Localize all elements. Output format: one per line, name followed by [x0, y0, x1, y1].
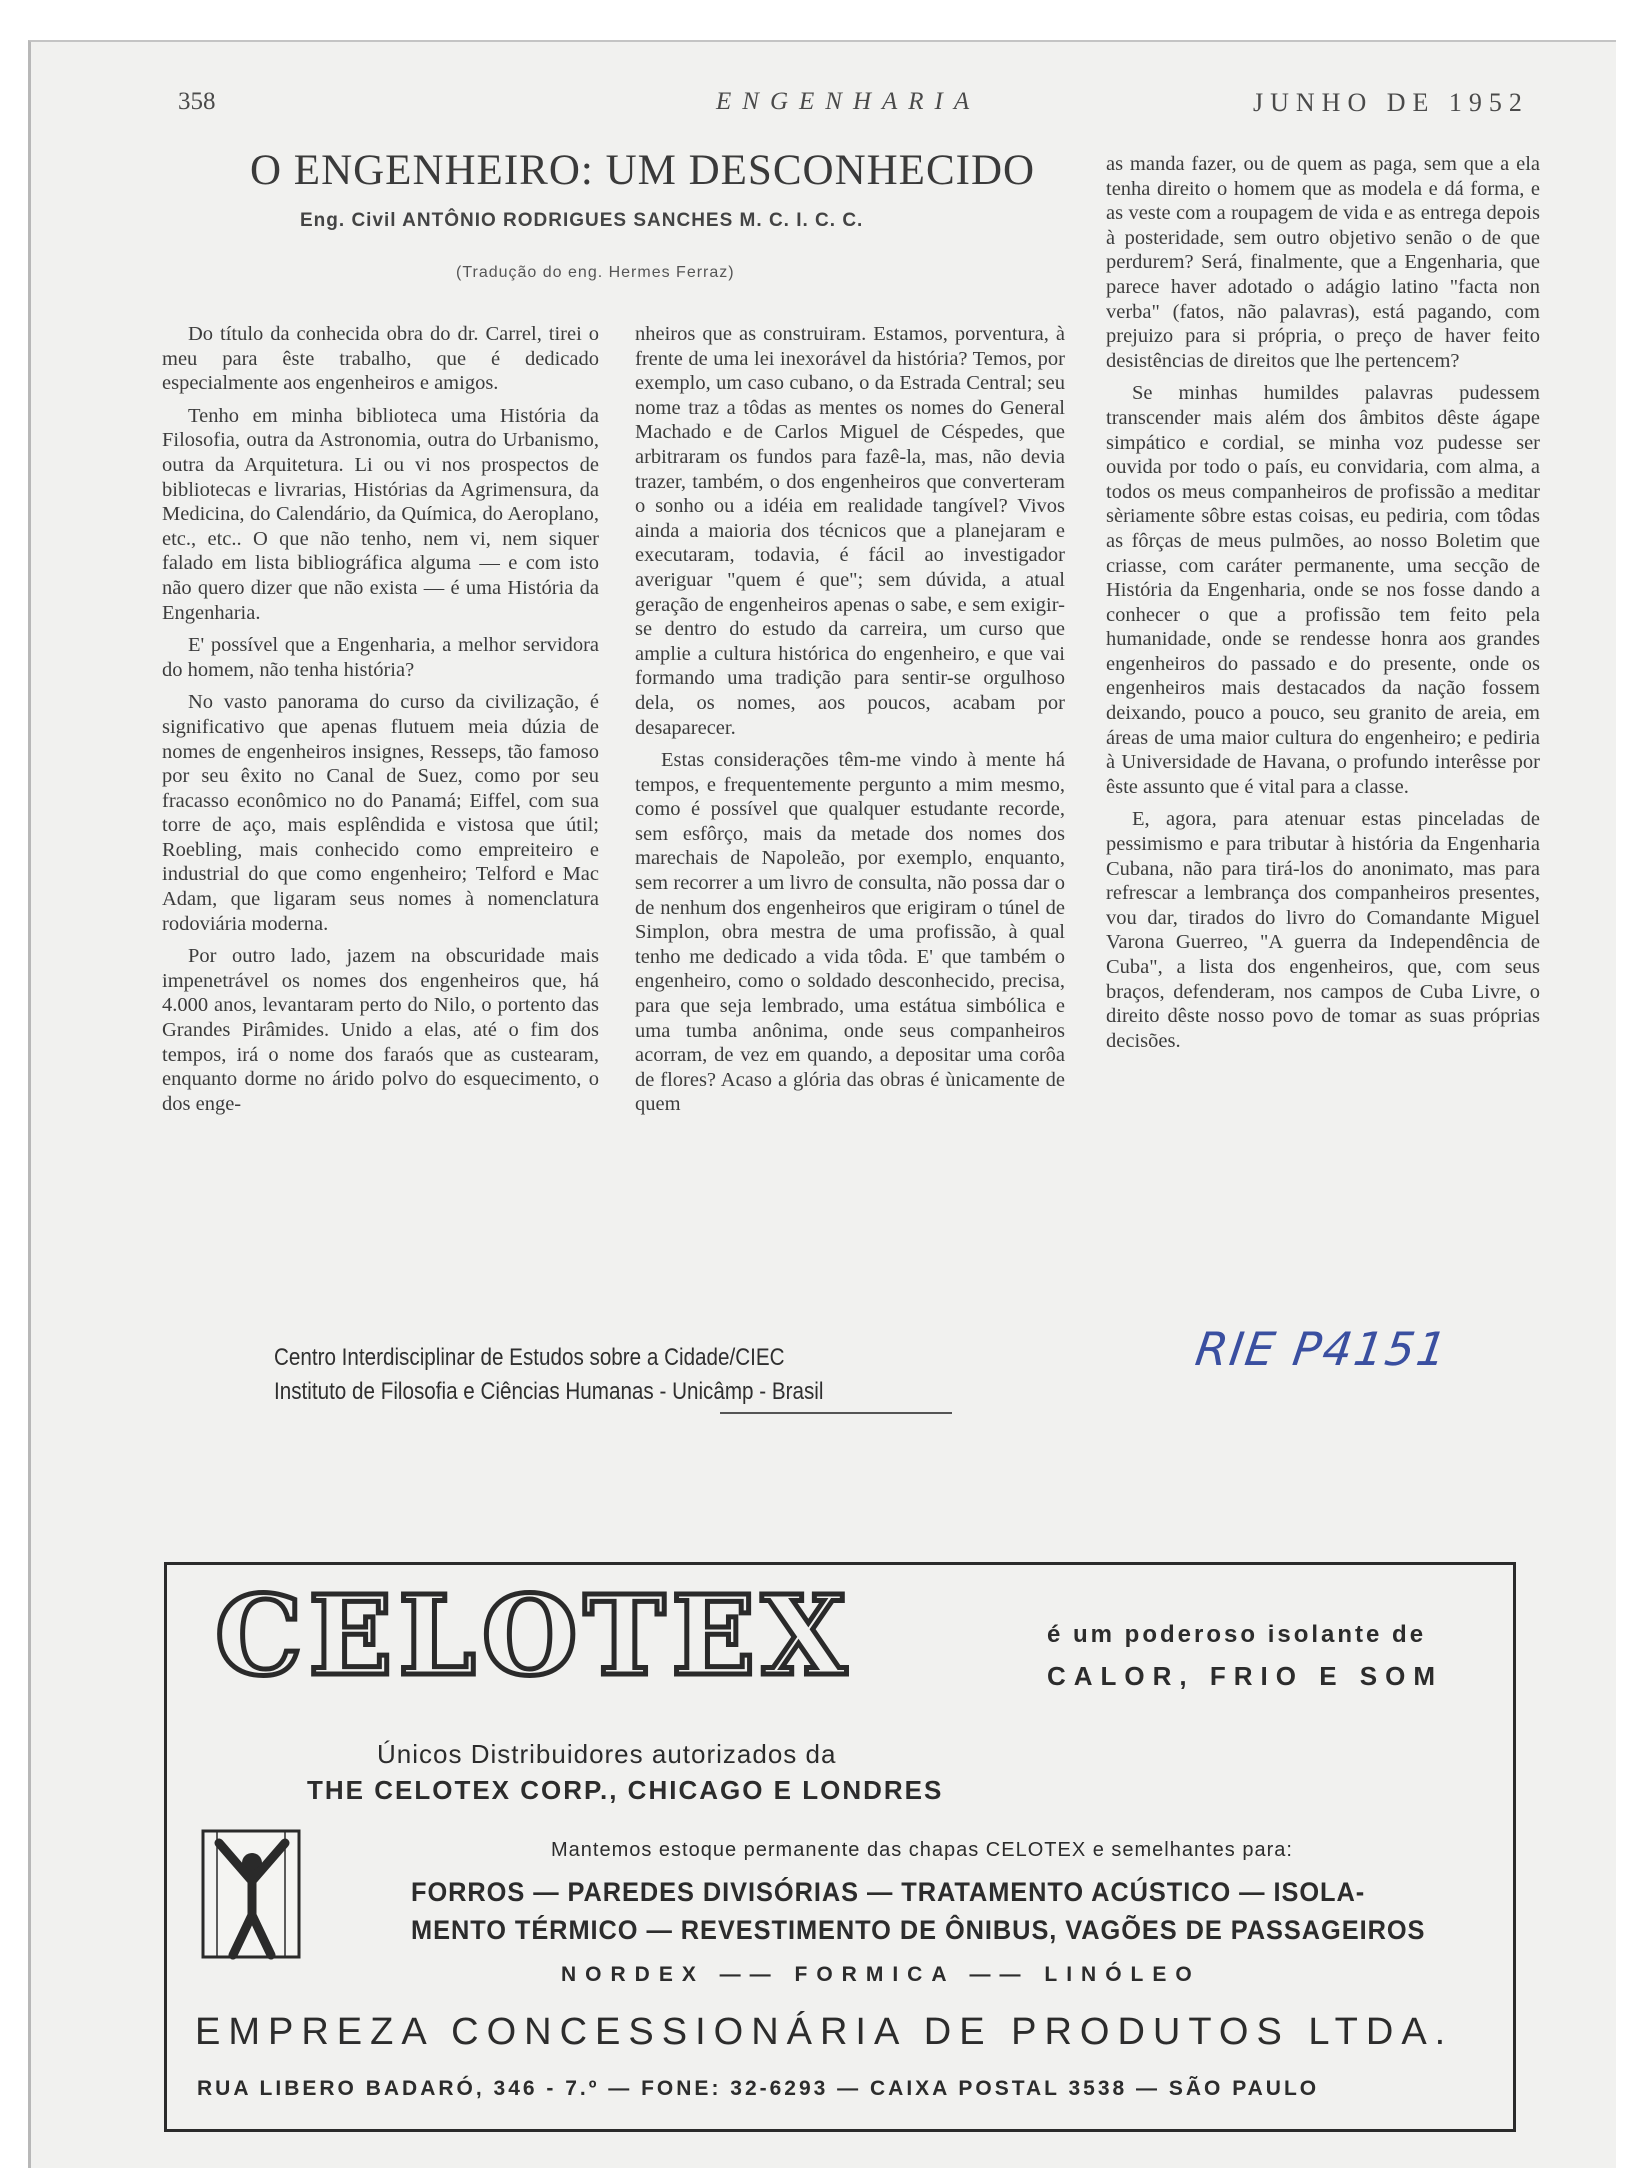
ad-brands: NORDEX —— FORMICA —— LINÓLEO: [561, 1963, 1201, 1986]
ad-tagline: é um poderoso isolante de: [1047, 1621, 1427, 1648]
article-column-1: [162, 322, 599, 1282]
stamp-underline: [720, 1412, 952, 1414]
institution-stamp-line-2: Instituto de Filosofia e Ciências Humanas - Unicâmp - Brasil: [274, 1378, 824, 1405]
handwritten-archive-code: RIE P4151: [1192, 1322, 1452, 1376]
man-holding-panel-icon: [197, 1823, 307, 1963]
article-author: Eng. Civil ANTÔNIO RODRIGUES SANCHES M. C. I. C. C.: [300, 210, 864, 231]
paragraph: Por outro lado, jazem na obscuridade mais impenetrável os nomes dos engenheiros que, há 4.000 anos, levantaram perto do Nilo, o portento das Grandes Pirâmides. Unido a elas, até o fim dos tempos, irá o nome dos faraós que as custearam, enquanto dorme no árido polvo do esquecimento, o dos enge-: [162, 945, 599, 1115]
celotex-advertisement: [164, 1562, 1516, 2132]
article-translator: (Tradução do eng. Hermes Ferraz): [456, 264, 735, 281]
ad-address: RUA LIBERO BADARÓ, 346 - 7.º — FONE: 32-6293 — CAIXA POSTAL 3538 — SÃO PAULO: [197, 2077, 1320, 2100]
ad-company-name: EMPREZA CONCESSIONÁRIA DE PRODUTOS LTDA.: [195, 2011, 1454, 2053]
paragraph: Estas considerações têm-me vindo à mente há tempos, e frequentemente pergunto a mim mesmo, como é possível que qualquer estudante recorde, sem esfôrço, mais da metade dos nomes dos marechais de Napoleão, por exemplo, enquanto, sem recorrer a um livro de consulta, não possa dar o de nenhum dos engenheiros que erigiram o túnel de Simplon, obra mestra de uma profissão, à qual tenho me dedicado a vida tôda. E' que também o engenheiro, como o soldado desconhecido, precisa, para que seja lembrado, uma estátua simbólica e uma tumba anônima, onde seus companheiros acorram, de vez em quando, a depositar uma corôa de flores? Acaso a glória das obras é ùnicamente de quem: [635, 749, 1065, 1116]
article-column-3: [1106, 152, 1540, 1282]
paragraph: Do título da conhecida obra do dr. Carrel, tirei o meu para êste trabalho, que é dedicado especialmente aos engenheiros e amigos.: [162, 323, 599, 395]
ad-distributors: Únicos Distribuidores autorizados da: [377, 1739, 837, 1769]
paragraph: E' possível que a Engenharia, a melhor servidora do homem, não tenha história?: [162, 634, 599, 681]
ad-corporation: THE CELOTEX CORP., CHICAGO E LONDRES: [307, 1775, 944, 1805]
article-title: O ENGENHEIRO: UM DESCONHECIDO: [250, 147, 1036, 194]
ad-tagline-emphasis: CALOR, FRIO E SOM: [1047, 1661, 1443, 1691]
ad-stock-line: Mantemos estoque permanente das chapas CELOTEX e semelhantes para:: [551, 1839, 1293, 1861]
issue-date: JUNHO DE 1952: [1253, 88, 1529, 117]
paragraph: E, agora, para atenuar estas pinceladas de pessimismo e para tributar à história da Engenharia Cubana, não para tirá-los do anonimato, mas para refrescar a lembrança dos companheiros presentes, vou dar, tirados do livro do Comandante Miguel Varona Guerreo, "A guerra da Independência de Cuba", a lista dos engenheiros, que, com seus braços, defenderam, nos campos de Cuba Livre, o direito dêste nosso povo de tomar as suas próprias decisões.: [1106, 808, 1540, 1052]
institution-stamp-line-1: Centro Interdisciplinar de Estudos sobre a Cidade/CIEC: [274, 1344, 785, 1371]
article-column-2: [635, 322, 1065, 1282]
paragraph: as manda fazer, ou de quem as paga, sem que a ela tenha direito o homem que as modela e dá forma, e as veste com a roupagem de vida e as entrega depois à posteridade, sem outro objetivo senão o de que perdurem? Será, finalmente, que a Engenharia, que parece haver adotado o adágio latino "facta non verba" (fatos, não palavras), está pagando, com prejuizo para si própria, o preço de haver feito desistências de direitos que lhe pertencem?: [1106, 153, 1540, 372]
ad-products-line-2: MENTO TÉRMICO — REVESTIMENTO DE ÔNIBUS, VAGÕES DE PASSAGEIROS: [411, 1915, 1426, 1945]
journal-name: ENGENHARIA: [716, 88, 981, 115]
page-number: 358: [178, 88, 216, 115]
ad-products-line-1: FORROS — PAREDES DIVISÓRIAS — TRATAMENTO ACÚSTICO — ISOLA-: [411, 1877, 1366, 1907]
celotex-logo: CELOTEX: [215, 1571, 853, 1700]
paragraph: Se minhas humildes palavras pudessem transcender mais além dos âmbitos dêste ágape simpático e cordial, se minha voz pudesse ser ouvida por todo o país, eu convidaria, com alma, a todos os meus companheiros de profissão a meditar sèriamente sôbre estas coisas, eu pediria, com tôdas as fôrças de meus pulmões, ao nosso Boletim que criasse, com caráter permanente, uma secção de História da Engenharia, onde se nos fosse dando a conhecer o que a profissão tem feito pela humanidade, onde se rendesse honra aos grandes engenheiros do passado e do presente, onde os engenheiros mais destacados da nação fossem deixando, pouco a pouco, seu granito de areia, em áreas de uma maior cultura do engenheiro; e pediria à Universidade de Havana, o profundo interêsse por êste assunto que é vital para a classe.: [1106, 382, 1540, 798]
paragraph: No vasto panorama do curso da civilização, é significativo que apenas flutuem meia dúzia de nomes de engenheiros insignes, Resseps, tão famoso por seu êxito no Canal de Suez, como por seu fracasso econômico no do Panamá; Eiffel, com sua torre de aço, mais esplêndida e vistosa que útil; Roebling, mais conhecido como empreiteiro e industrial do que como engenheiro; Telford e Mac Adam, que ligaram seus nomes à nomenclatura rodoviária moderna.: [162, 691, 599, 935]
paragraph: nheiros que as construiram. Estamos, porventura, à frente de uma lei inexorável da história? Temos, por exemplo, um caso cubano, o da Estrada Central; seu nome traz a tôdas as mentes os nomes do General Machado e de Carlos Miguel de Céspedes, que arbitraram os fundos para fazê-la, mas, não devia trazer, também, o dos engenheiros que converteram o sonho ou a idéia em realidade tangível? Vivos ainda a maioria dos técnicos que a planejaram e executaram, todavia, é fácil ao investigador averiguar "quem é que"; sem dúvida, a atual geração de engenheiros apenas o sabe, e sem exigir-se dentro do estudo da carreira, um curso que amplie a cultura histórica do engenheiro, e que vai formando uma tradição para sentir-se orgulhoso dela, os nomes, aos poucos, acabam por desaparecer.: [635, 323, 1065, 739]
paragraph: Tenho em minha biblioteca uma História da Filosofia, outra da Astronomia, outra do Urbanismo, outra da Arquitetura. Li ou vi nos prospectos de bibliotecas e livrarias, Histórias da Agrimensura, da Medicina, do Calendário, da Química, do Aeroplano, etc., etc.. O que não tenho, nem vi, nem siquer falado em lista bibliográfica alguma — e com isto não quero dizer que não exista — é uma História da Engenharia.: [162, 404, 599, 624]
